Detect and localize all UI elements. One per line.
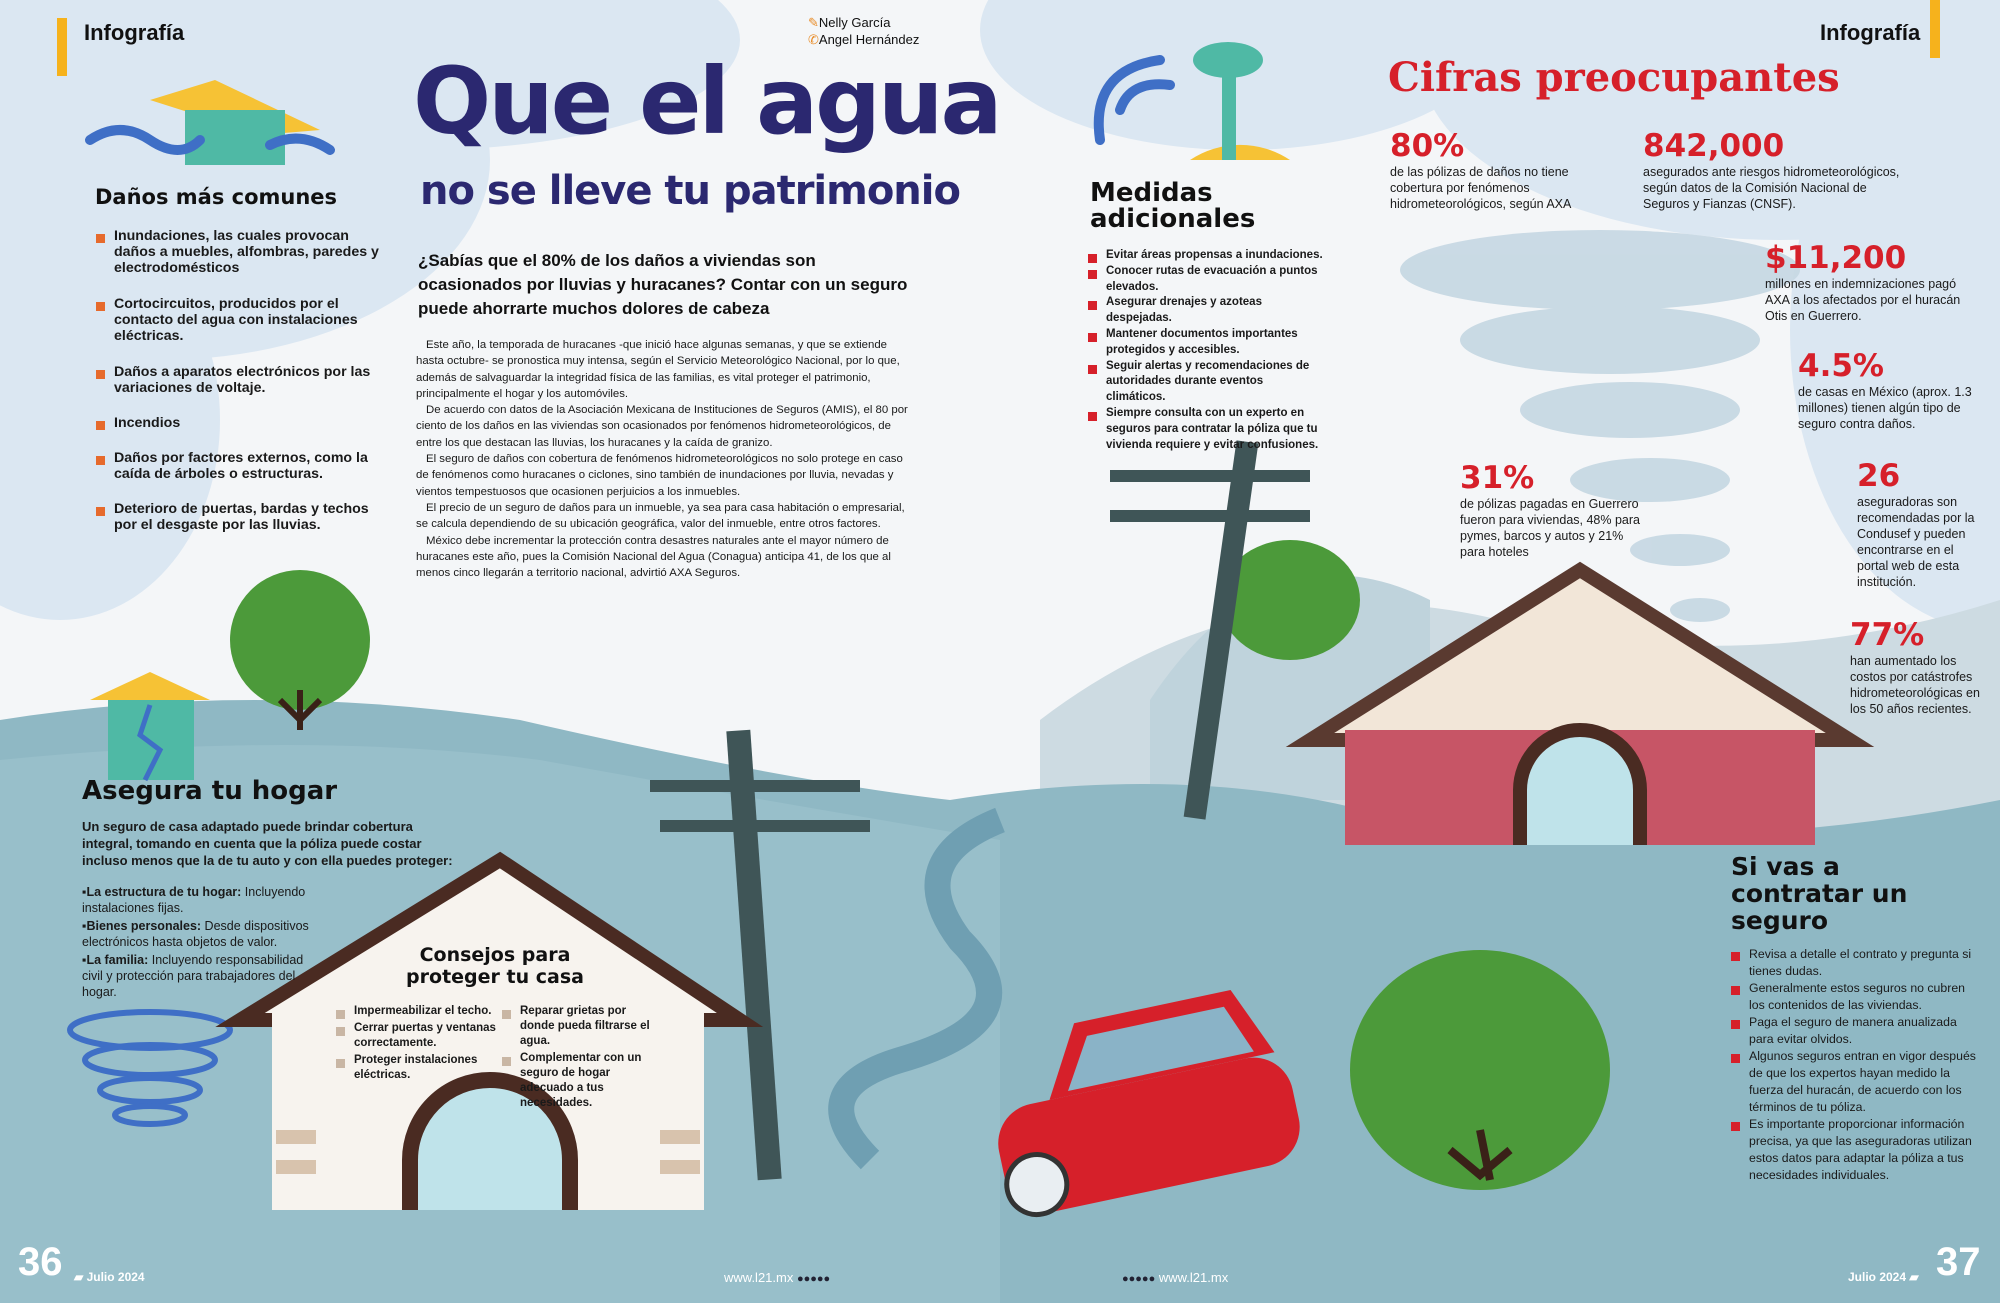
list-item: Reparar grietas por donde pueda filtrarse el agua. bbox=[502, 1004, 662, 1049]
list-item: Seguir alertas y recomendaciones de autoridades durante eventos climáticos. bbox=[1088, 359, 1323, 406]
list-item: Daños a aparatos electrónicos por las variaciones de voltaje. bbox=[96, 364, 386, 396]
stat-description: millones en indemnizaciones pagó AXA a los afectados por el huracán Otis en Guerrero. bbox=[1765, 277, 1961, 323]
measures-title: Medidas adicionales bbox=[1090, 178, 1256, 234]
stat-value: 77% bbox=[1850, 617, 1925, 653]
paper-icon: ▰ bbox=[1909, 1270, 1919, 1284]
stat-description: de casas en México (aprox. 1.3 millones) tienen algún tipo de seguro contra daños. bbox=[1798, 385, 1972, 431]
footer-date bbox=[74, 1270, 145, 1284]
item-text: Desde dispositivos electrónicos hasta objetos de valor. bbox=[82, 919, 309, 949]
list-item: Conocer rutas de evacuación a puntos elevados. bbox=[1088, 264, 1323, 296]
article-paragraph: El precio de un seguro de daños para un inmueble, ya sea para casa habitación o empresarial, se calcula dependiendo de su ubicación geográfica, valor del inmueble, entre otros factores. bbox=[416, 501, 905, 531]
list-item: Proteger instalaciones eléctricas. bbox=[336, 1053, 496, 1083]
list-item: ▪Bienes personales: Desde dispositivos electrónicos hasta objetos de valor. bbox=[82, 919, 309, 949]
stat-description: de pólizas pagadas en Guerrero fueron para viviendas, 48% para pymes, barcos y autos y 21% para hoteles bbox=[1460, 497, 1640, 559]
list-item: Asegurar drenajes y azoteas despejadas. bbox=[1088, 295, 1323, 327]
section-tag: Infografía bbox=[1820, 20, 1921, 45]
list-item: Revisa a detalle el contrato y pregunta si tienes dudas. bbox=[1731, 946, 1981, 980]
secure-home-list bbox=[82, 884, 322, 1000]
contract-title: Si vas a contratar un seguro bbox=[1731, 852, 1908, 935]
stat-value: $11,200 bbox=[1765, 240, 1907, 276]
list-item: Daños por factores externos, como la caída de árboles o estructuras. bbox=[96, 450, 386, 482]
list-item: Deterioro de puertas, bardas y techos por el desgaste por las lluvias. bbox=[96, 501, 386, 533]
section-tag-bar bbox=[57, 18, 67, 76]
secure-home-intro: Un seguro de casa adaptado puede brindar cobertura integral, tomando en cuenta que la póliza puede costar incluso menos que la de tu auto y con ella puedes proteger: bbox=[82, 819, 453, 868]
article-paragraph: El seguro de daños con cobertura de fenómenos hidrometeorológicos no solo protege en caso de fenómenos como huracanes o ciclones, sino también de inundaciones por lluvia, nevadas y vientos tempestuosos que ocasionen perjuicios a los inmuebles. bbox=[416, 453, 903, 498]
list-item: Es importante proporcionar información precisa, ya que las aseguradoras utilizan estos datos para adaptar la póliza a tus necesidades individuales. bbox=[1731, 1116, 1981, 1184]
stat-842000 bbox=[1643, 128, 1903, 212]
page-title: Que el agua bbox=[413, 48, 1000, 155]
stat-26 bbox=[1857, 458, 1982, 590]
stat-77 bbox=[1850, 617, 1985, 717]
social-icons: ●●●●● bbox=[1122, 1273, 1156, 1285]
tips-title: Consejos para proteger tu casa bbox=[406, 944, 584, 988]
stats-title: Cifras preocupantes bbox=[1388, 54, 1840, 101]
stat-value: 842,000 bbox=[1643, 128, 1785, 164]
authors bbox=[808, 14, 919, 48]
footer-date-text: Julio 2024 bbox=[1848, 1270, 1907, 1284]
author-name bbox=[808, 31, 919, 48]
article-paragraph: De acuerdo con datos de la Asociación Mexicana de Instituciones de Seguros (AMIS), el 80 por ciento de los daños en las viviendas son ocasionados por fenómenos hidrometeorológicos, de entre los que destacan las lluvias, los huracanes y la caída de granizo. bbox=[416, 404, 908, 449]
damages-list bbox=[96, 228, 386, 533]
stat-31 bbox=[1460, 460, 1650, 560]
footer-date-text: Julio 2024 bbox=[86, 1270, 145, 1284]
article-paragraph: Este año, la temporada de huracanes -que inició hace algunas semanas, y que se extiende hasta octubre- se pronostica muy intensa, según el Servicio Meteorológico Nacional, por lo que, además de salvaguardar la integridad física de las familias, es vital proteger el patrimonio, principalmente el hogar y los automóviles. bbox=[416, 339, 900, 400]
author-1: Nelly García bbox=[818, 15, 891, 30]
author-name bbox=[808, 14, 919, 31]
footer-url-text: www.l21.mx bbox=[1158, 1270, 1229, 1285]
item-label: La familia: bbox=[86, 953, 149, 967]
author-2: Angel Hernández bbox=[818, 32, 920, 47]
footer-date bbox=[1848, 1270, 1919, 1284]
list-item: Mantener documentos importantes protegidos y accesibles. bbox=[1088, 327, 1323, 359]
item-label: Bienes personales: bbox=[86, 919, 202, 933]
social-icons: ●●●●● bbox=[796, 1273, 831, 1285]
list-item: Complementar con un seguro de hogar adecuado a tus necesidades. bbox=[502, 1051, 662, 1111]
list-item: ▪La estructura de tu hogar: Incluyendo instalaciones fijas. bbox=[82, 885, 306, 915]
article-body bbox=[416, 337, 916, 581]
article-paragraph: México debe incrementar la protección contra desastres naturales ante el mayor número de huracanes este año, pues la Comisión Nacional del Agua (Conagua) anticipa 41, de los que al menos cinco llegarán a territorio nacional, advirtió AXA Seguros. bbox=[416, 534, 891, 580]
secure-home-title: Asegura tu hogar bbox=[82, 776, 338, 806]
list-item: Inundaciones, las cuales provocan daños a muebles, alfombras, paredes y electrodomésticos bbox=[96, 228, 386, 276]
list-item: ▪La familia: Incluyendo responsabilidad civil y protección para trabajadores del hogar. bbox=[82, 953, 304, 999]
stat-value: 31% bbox=[1460, 460, 1535, 496]
stat-80 bbox=[1390, 128, 1590, 212]
list-item: Incendios bbox=[96, 415, 386, 431]
measures-list bbox=[1088, 248, 1323, 453]
page-number: 36 bbox=[18, 1240, 63, 1284]
footer-url bbox=[1122, 1270, 1228, 1285]
stat-4-5 bbox=[1798, 348, 1978, 432]
stat-value: 4.5% bbox=[1798, 348, 1884, 384]
paper-icon: ▰ bbox=[74, 1270, 84, 1284]
list-item: Impermeabilizar el techo. bbox=[336, 1004, 496, 1019]
list-item: Cortocircuitos, producidos por el contacto del agua con instalaciones eléctricas. bbox=[96, 296, 386, 344]
tips-list-2 bbox=[502, 1004, 662, 1111]
tips-list-1 bbox=[336, 1004, 496, 1083]
stat-11200 bbox=[1765, 240, 1965, 324]
item-label: La estructura de tu hogar: bbox=[86, 885, 242, 899]
list-item: Cerrar puertas y ventanas correctamente. bbox=[336, 1021, 496, 1051]
footer-url-text: www.l21.mx bbox=[724, 1270, 794, 1285]
intro-text: ¿Sabías que el 80% de los daños a viviendas son ocasionados por lluvias y huracanes? Contar con un seguro puede ahorrarte muchos dolores de cabeza bbox=[418, 251, 908, 318]
stat-description: de las pólizas de daños no tiene cobertura por fenómenos hidrometeorológicos, según AXA bbox=[1390, 165, 1572, 211]
list-item: Generalmente estos seguros no cubren los contenidos de las viviendas. bbox=[1731, 980, 1981, 1014]
stat-description: aseguradoras son recomendadas por la Condusef y pueden encontrarse en el portal web de esta institución. bbox=[1857, 495, 1975, 589]
list-item: Paga el seguro de manera anualizada para evitar olvidos. bbox=[1731, 1014, 1981, 1048]
footer-url bbox=[724, 1270, 830, 1285]
damages-title: Daños más comunes bbox=[95, 185, 338, 209]
stat-value: 80% bbox=[1390, 128, 1465, 164]
stat-description: asegurados ante riesgos hidrometeorológicos, según datos de la Comisión Nacional de Seguros y Fianzas (CNSF). bbox=[1643, 165, 1900, 211]
section-tag: Infografía bbox=[84, 20, 185, 45]
list-item: Algunos seguros entran en vigor después de que los expertos hayan medido la fuerza del huracán, de acuerdo con los términos de tu póliza. bbox=[1731, 1048, 1981, 1116]
item-text: Incluyendo responsabilidad civil y protección para trabajadores del hogar. bbox=[82, 953, 304, 999]
section-tag-bar bbox=[1930, 0, 1940, 58]
item-text: Incluyendo instalaciones fijas. bbox=[82, 885, 306, 915]
pencil-icon: ✎ bbox=[808, 15, 819, 30]
stat-description: han aumentado los costos por catástrofes hidrometeorológicas en los 50 años recientes. bbox=[1850, 654, 1980, 716]
page-number: 37 bbox=[1936, 1240, 1981, 1284]
stat-value: 26 bbox=[1857, 458, 1901, 494]
camera-icon: ✆ bbox=[808, 32, 819, 47]
list-item: Siempre consulta con un experto en seguros para contratar la póliza que tu vivienda requiere y evitar confusiones. bbox=[1088, 406, 1323, 453]
list-item: Evitar áreas propensas a inundaciones. bbox=[1088, 248, 1323, 264]
page-subtitle: no se lleve tu patrimonio bbox=[420, 168, 960, 214]
contract-list bbox=[1731, 946, 1981, 1184]
